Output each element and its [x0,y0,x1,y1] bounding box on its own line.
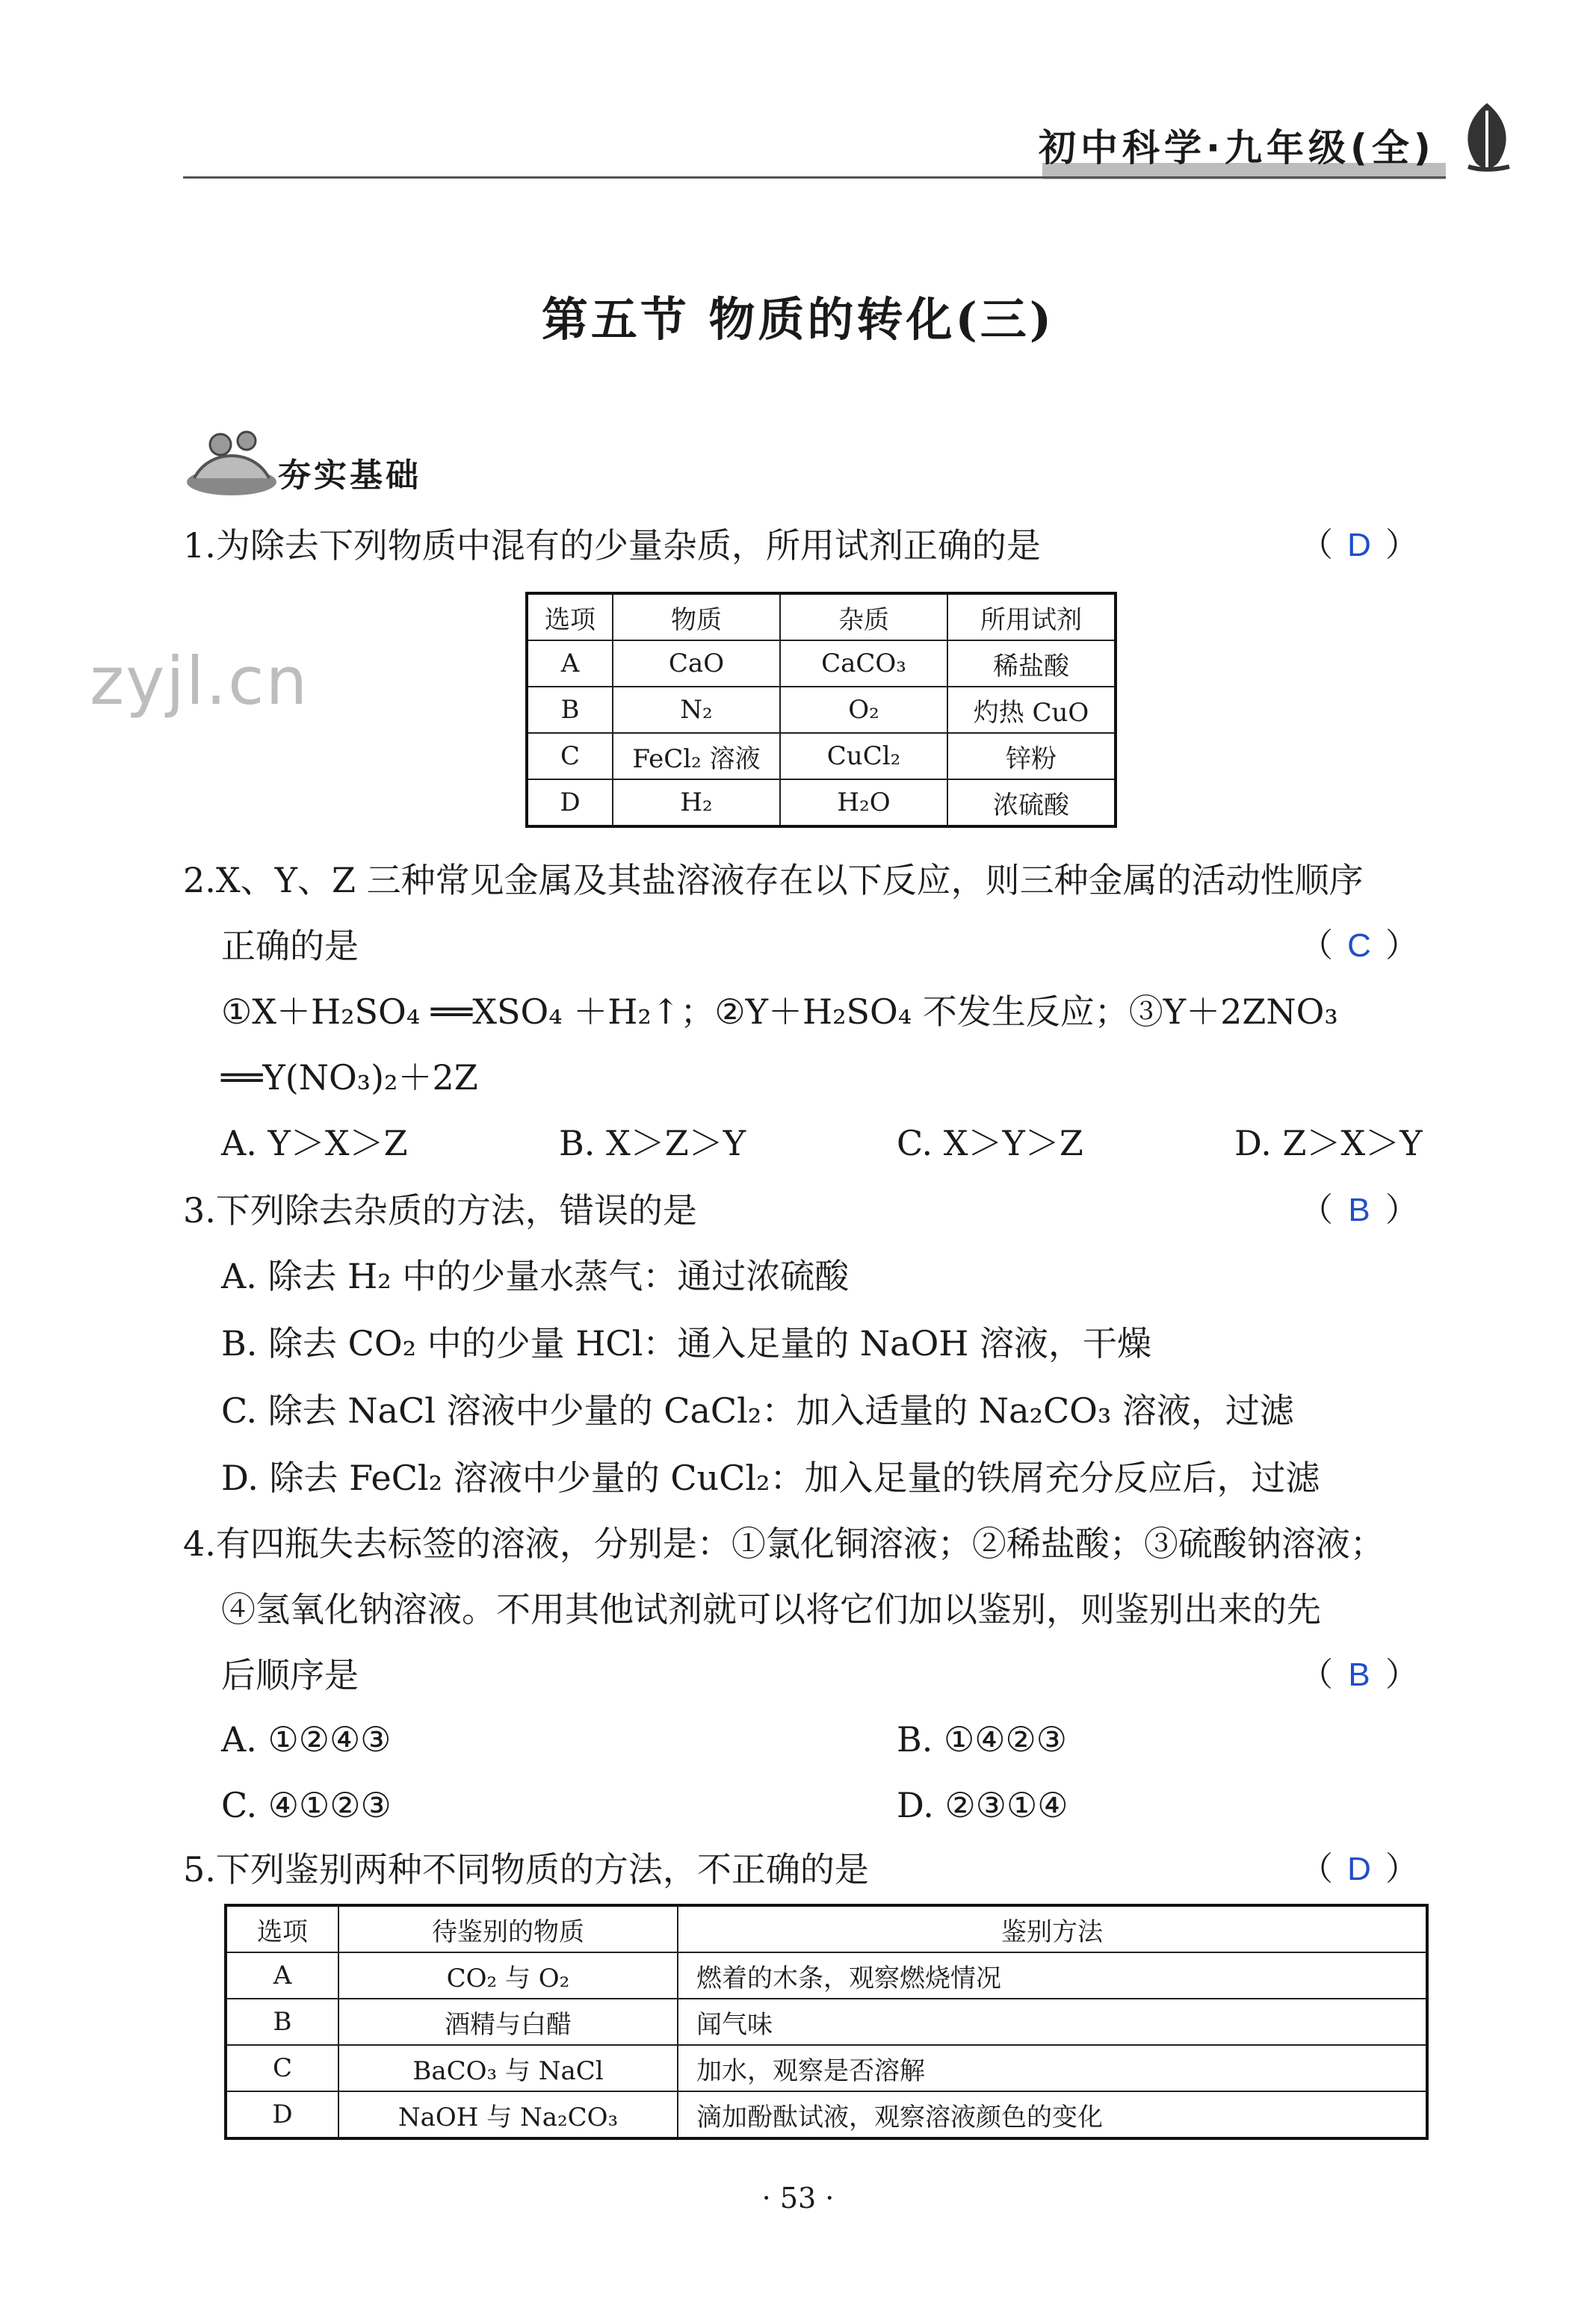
q4-option-a: A. ①②④③ [221,1719,392,1760]
q2-equation-line1: ①X＋H₂SO₄ ══XSO₄ ＋H₂↑；②Y＋H₂SO₄ 不发生反应；③Y＋2ZNO₃ [221,991,1338,1032]
table-cell: D [527,779,613,826]
q5-stem: 5.下列鉴别两种不同物质的方法，不正确的是 [183,1849,869,1890]
q2-equation-line2: ══Y(NO₃)₂＋2Z [221,1057,478,1098]
table-header-cell: 鉴别方法 [678,1905,1427,1952]
table-header-cell: 待鉴别的物质 [338,1905,678,1952]
table-row [527,733,1116,779]
table-cell: B [527,687,613,733]
banner-swirl-icon [179,418,284,501]
table-cell: D [226,2091,338,2138]
q3-option-a: A. 除去 H₂ 中的少量水蒸气：通过浓硫酸 [221,1256,850,1296]
header-title: 初中科学·九年级(全) [1039,126,1435,170]
header-rule [183,176,1446,179]
q5-answer: （ D ） [1300,1847,1418,1892]
table-cell: O₂ [780,687,947,733]
page-number: · 53 · [761,2182,835,2215]
table-cell: 闻气味 [678,1999,1427,2045]
table-header-cell: 杂质 [780,593,947,640]
q1-table [525,592,1117,828]
table-row [226,2091,1427,2138]
table-header-row [226,1905,1427,1952]
q3-option-c: C. 除去 NaCl 溶液中少量的 CaCl₂：加入适量的 Na₂CO₃ 溶液，过滤 [221,1390,1294,1431]
table-header-cell: 选项 [226,1905,338,1952]
table-cell: BaCO₃ 与 NaCl [338,2045,678,2091]
q4-stem-line2: ④氢氧化钠溶液。不用其他试剂就可以将它们加以鉴别，则鉴别出来的先 [221,1589,1321,1630]
table-cell: CaCO₃ [780,640,947,687]
q2-option-a: A. Y＞X＞Z [221,1123,408,1163]
q4-option-b: B. ①④②③ [897,1719,1068,1760]
table-row [527,779,1116,826]
table-cell: 浓硫酸 [947,779,1116,826]
table-row [226,1999,1427,2045]
q4-option-d: D. ②③①④ [897,1785,1068,1825]
table-cell: C [527,733,613,779]
q4-answer: （ B ） [1300,1653,1418,1698]
q4-answer-letter: B [1348,1656,1370,1693]
q4-option-c: C. ④①②③ [221,1785,392,1825]
table-cell: CuCl₂ [780,733,947,779]
q2-stem-line2: 正确的是 [221,926,359,966]
table-cell: C [226,2045,338,2091]
table-row [527,640,1116,687]
q2-option-c: C. X＞Y＞Z [897,1123,1083,1163]
q5-answer-letter: D [1347,1851,1371,1887]
table-cell: 灼热 CuO [947,687,1116,733]
q3-option-b: B. 除去 CO₂ 中的少量 HCl：通入足量的 NaOH 溶液，干燥 [221,1323,1152,1364]
table-cell: CO₂ 与 O₂ [338,1952,678,1999]
table-cell: A [527,640,613,687]
table-cell: 加水，观察是否溶解 [678,2045,1427,2091]
table-header-cell: 选项 [527,593,613,640]
q2-option-b: B. X＞Z＞Y [559,1123,746,1163]
table-cell: A [226,1952,338,1999]
watermark: zyjl.cn [90,643,309,720]
leaf-icon [1453,96,1521,185]
table-cell: 燃着的木条，观察燃烧情况 [678,1952,1427,1999]
table-cell: CaO [613,640,780,687]
q4-stem-line3: 后顺序是 [221,1655,359,1695]
table-cell: B [226,1999,338,2045]
section-title: 第五节 物质的转化(三) [541,292,1055,347]
q1-stem: 1.为除去下列物质中混有的少量杂质，所用试剂正确的是 [183,525,1041,566]
q2-answer: （ C ） [1300,923,1418,968]
q1-answer-letter: D [1347,527,1371,563]
q5-table [224,1904,1429,2140]
table-cell: H₂O [780,779,947,826]
table-row [527,687,1116,733]
q2-option-d: D. Z＞X＞Y [1234,1123,1423,1163]
table-cell: 滴加酚酞试液，观察溶液颜色的变化 [678,2091,1427,2138]
q3-option-d: D. 除去 FeCl₂ 溶液中少量的 CuCl₂：加入足量的铁屑充分反应后，过滤 [221,1458,1320,1498]
table-cell: NaOH 与 Na₂CO₃ [338,2091,678,2138]
q1-answer: （ D ） [1300,523,1418,568]
table-row [226,2045,1427,2091]
table-cell: N₂ [613,687,780,733]
table-row [226,1952,1427,1999]
table-cell: H₂ [613,779,780,826]
table-header-cell: 物质 [613,593,780,640]
banner-label: 夯实基础 [278,457,421,495]
table-header-row [527,593,1116,640]
q3-answer-letter: B [1348,1192,1370,1228]
table-cell: 锌粉 [947,733,1116,779]
table-cell: 酒精与白醋 [338,1999,678,2045]
table-cell: 稀盐酸 [947,640,1116,687]
q3-answer: （ B ） [1300,1188,1418,1233]
q3-stem: 3.下列除去杂质的方法，错误的是 [183,1190,697,1231]
q2-answer-letter: C [1347,927,1371,964]
table-cell: FeCl₂ 溶液 [613,733,780,779]
q4-stem-line1: 4.有四瓶失去标签的溶液，分别是：①氯化铜溶液；②稀盐酸；③硫酸钠溶液； [183,1523,1385,1564]
table-header-cell: 所用试剂 [947,593,1116,640]
q2-stem-line1: 2.X、Y、Z 三种常见金属及其盐溶液存在以下反应，则三种金属的活动性顺序 [183,860,1364,900]
